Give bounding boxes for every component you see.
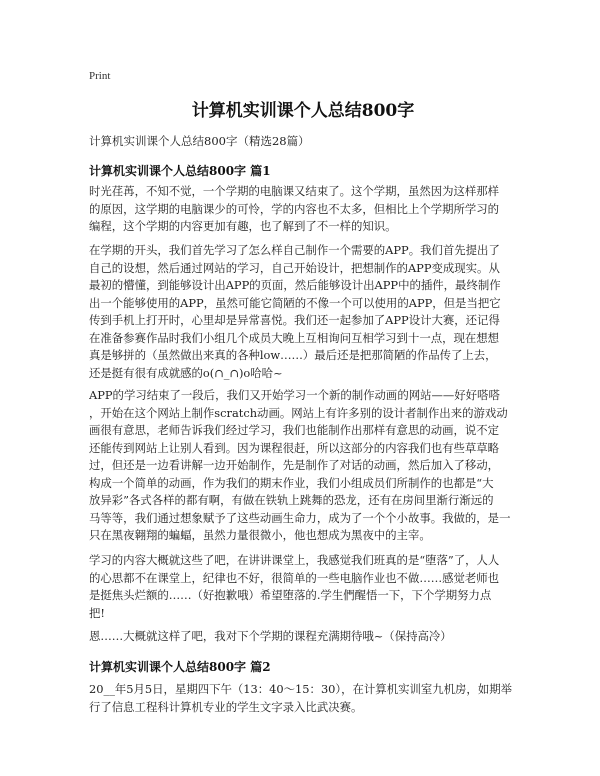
text-line: 还是挺有很有成就感的o(∩_∩)o哈哈~ (89, 365, 283, 380)
text-line: APP的学习结束了一段后，我们又开始学习一个新的制作动画的网站——好好嗒嗒 (89, 388, 500, 402)
text-line: 恩……大概就这样了吧，我对下个学期的课程充满期待哦~（保持高冷） (89, 629, 452, 643)
paragraph-1-3 (89, 387, 517, 545)
text-line: 时光荏苒，不知不觉，一个学期的电脑课又结束了。这个学期，虽然因为这样那样 (89, 184, 500, 198)
text-line: 行了信息工程科计算机专业的学生文字录入比武决赛。 (89, 699, 363, 714)
document-subtitle: 计算机实训课个人总结800字（精选28篇） (89, 134, 310, 148)
text-line: 20__年5月5日，星期四下午（13：40～15：30），在计算机实训室九机房，如期举 (89, 682, 512, 696)
text-line: 还能传到网站上让别人看到。因为课程很赶，所以这部分的内容我们也有些草草略 (89, 440, 500, 455)
text-line: 传到手机上打开时，心里却是异常喜悦。我们还一起参加了APP设计大赛，还记得 (89, 313, 500, 327)
text-line: 真是够拼的（虽然做出来真的各种low……）最后还是把那简陋的作品传了上去， (89, 348, 497, 362)
paragraph-1-2 (89, 242, 517, 382)
paragraph-1-1 (89, 183, 517, 236)
text-line: 构成一个简单的动画，作为我们的期末作业，我们小组成员们所制作的也都是“大 (89, 475, 494, 490)
text-line: 在学期的开头，我们首先学习了怎么样自己制作一个需要的APP。我们首先提出了 (89, 243, 500, 257)
text-line: 马等等，我们通过想象赋予了这些动画生命力，成为了一个个小故事。我做的，是一 (89, 510, 511, 525)
paragraph-2-1 (89, 681, 517, 716)
text-line: 只在黑夜翱翔的蝙蝠，虽然力量很微小，他也想成为黑夜中的主宰。 (89, 528, 431, 542)
text-line: 最初的懵懂，到能够设计出APP的页面，然后能够设计出APP中的插件，最终制作 (89, 278, 501, 292)
print-link[interactable]: Print (89, 70, 111, 82)
text-line: 把! (89, 605, 105, 620)
text-line: ，开始在这个网站上制作scratch动画。网站上有许多别的设计者制作出来的游戏动 (89, 405, 508, 420)
paragraph-1-4 (89, 552, 517, 622)
text-line: 过，但还是一边看讲解一边开始制作，先是制作了对话的动画，然后加入了移动， (89, 458, 500, 472)
section-heading-1: 计算机实训课个人总结800字 篇1 (89, 164, 271, 178)
text-line: 学习的内容大概就这些了吧，在讲讲课堂上，我感觉我们班真的是“堕落”了，人人 (89, 553, 500, 567)
text-line: 自己的设想，然后通过网站的学习，自己开始设计，把想制作的APP变成现实。从 (89, 260, 500, 275)
text-line: 的心思都不在课堂上，纪律也不好，很简单的一些电脑作业也不做……感觉老师也 (89, 570, 500, 585)
paragraph-1-5 (89, 628, 517, 646)
text-line: 是挺焦头烂额的……（好抱歉哦）希望堕落的.学生們醒悟一下，下个学期努力点 (89, 588, 492, 602)
document-title: 计算机实训课个人总结800字 (191, 101, 415, 121)
text-line: 放异彩”各式各样的都有啊，有做在铁轨上跳舞的恐龙，还有在房间里渐行渐远的 (89, 493, 494, 507)
text-line: 在准备参赛作品时我们小组几个成员大晚上互相询问互相学习到十一点，现在想想 (89, 330, 500, 345)
text-line: 画很有意思，老师告诉我们经过学习，我们也能制作出那样有意思的动画，说不定 (89, 423, 500, 437)
text-line: 的原因，这学期的电脑课少的可怜，学的内容也不太多，但相比上个学期所学习的 (89, 201, 500, 216)
text-line: 编程，这个学期的内容更加有趣，也了解到了不一样的知识。 (89, 219, 397, 233)
text-line: 出一个能够使用的APP，虽然可能它简陋的不像一个可以使用的APP，但是当把它 (89, 295, 501, 310)
section-heading-2: 计算机实训课个人总结800字 篇2 (89, 660, 271, 674)
